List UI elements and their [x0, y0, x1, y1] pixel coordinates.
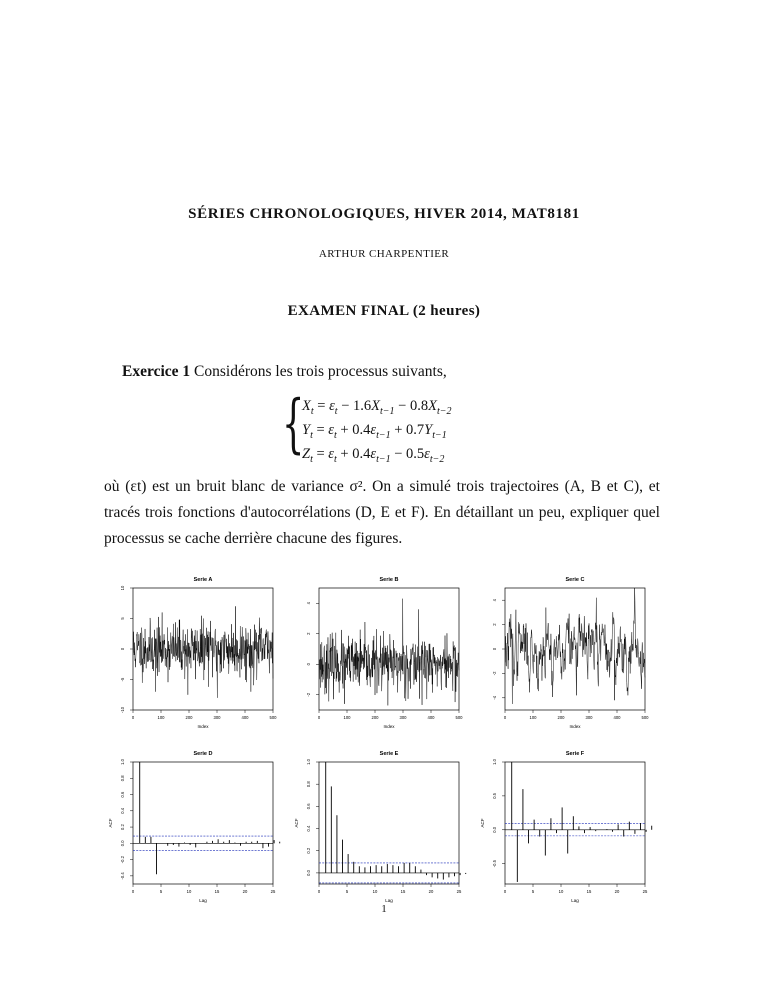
- chart-panel: [480, 751, 652, 903]
- x-tick-label: 300: [585, 715, 593, 720]
- x-tick-label: 25: [270, 889, 276, 894]
- chart-title: Serie B: [379, 577, 399, 583]
- y-axis-label: ACF: [294, 818, 299, 828]
- chart-panel: [294, 751, 466, 903]
- y-tick-label: 0.5: [492, 792, 497, 799]
- x-axis-label: Index: [383, 724, 395, 729]
- x-axis-label: Lag: [199, 898, 207, 903]
- exercise-intro-text: Considérons les trois processus suivants,: [194, 363, 447, 380]
- x-tick-label: 200: [557, 715, 565, 720]
- plot-frame: [505, 762, 645, 884]
- plot-frame: [133, 762, 273, 884]
- y-tick-label: -2: [306, 692, 311, 697]
- author-name: ARTHUR CHARPENTIER: [318, 248, 450, 260]
- chart-title: Serie F: [565, 751, 585, 757]
- equation-z: $Z_t = \varepsilon_t + 0.4\varepsilon_{t-1} - 0.5\varepsilon_{t-2}$: [302, 446, 445, 465]
- chart-panel: [108, 751, 280, 903]
- y-tick-label: 0.8: [120, 775, 125, 782]
- x-tick-label: 5: [159, 889, 163, 894]
- x-tick-label: 0: [503, 889, 507, 894]
- y-tick-label: -0.4: [120, 872, 125, 880]
- series-line: [505, 588, 645, 704]
- series-line: [319, 599, 459, 706]
- chart-panel: [306, 577, 463, 729]
- x-tick-label: 10: [186, 889, 192, 894]
- chart-panel: [492, 577, 649, 729]
- chart-title: Serie E: [379, 751, 399, 757]
- paragraph-line: processus se cache derrière chacune des figures.: [104, 530, 403, 547]
- y-tick-label: 1.0: [120, 759, 125, 765]
- x-tick-label: 20: [614, 889, 620, 894]
- y-tick-label: -2: [492, 671, 497, 676]
- x-tick-label: 400: [613, 715, 621, 720]
- y-tick-label: 0.8: [306, 781, 311, 788]
- exam-title: EXAMEN FINAL (2 heures): [287, 303, 481, 319]
- x-tick-label: 400: [241, 715, 249, 720]
- x-tick-label: 5: [345, 889, 349, 894]
- document-title: SÉRIES CHRONOLOGIQUES, HIVER 2014, MAT8181: [188, 206, 580, 222]
- exercise-paragraph: [104, 474, 660, 552]
- plot-frame: [319, 762, 459, 884]
- chart-title: Serie C: [565, 577, 585, 583]
- y-axis-label: ACF: [480, 818, 485, 828]
- x-tick-label: 100: [343, 715, 351, 720]
- x-tick-label: 400: [427, 715, 435, 720]
- x-axis-label: Lag: [385, 898, 393, 903]
- y-tick-label: 0.6: [120, 791, 125, 798]
- equation-x: $X_t = \varepsilon_t - 1.6X_{t-1} - 0.8X_{t-2}$: [302, 398, 452, 417]
- x-tick-label: 0: [503, 715, 507, 720]
- chart-panel: [120, 577, 277, 729]
- y-tick-label: 0: [306, 663, 311, 666]
- x-tick-label: 15: [400, 889, 406, 894]
- y-tick-label: 0.0: [492, 826, 497, 833]
- y-tick-label: -5: [120, 677, 125, 682]
- x-axis-label: Index: [569, 724, 581, 729]
- exercise-label: Exercice 1: [122, 363, 191, 380]
- x-tick-label: 100: [529, 715, 537, 720]
- chart-title: Serie A: [193, 577, 213, 583]
- y-axis-label: ACF: [108, 818, 113, 828]
- x-tick-label: 15: [586, 889, 592, 894]
- x-tick-label: 25: [642, 889, 648, 894]
- y-tick-label: 1.0: [492, 759, 497, 765]
- y-tick-label: 0.2: [120, 824, 125, 830]
- series-line: [133, 606, 273, 698]
- y-tick-label: 0.0: [120, 840, 125, 847]
- x-axis-label: Index: [197, 724, 209, 729]
- x-tick-label: 25: [456, 889, 462, 894]
- x-tick-label: 300: [399, 715, 407, 720]
- x-tick-label: 20: [242, 889, 248, 894]
- y-tick-label: 0.0: [306, 869, 311, 876]
- equation-y: $Y_t = \varepsilon_t + 0.4\varepsilon_{t-1} + 0.7Y_{t-1}$: [302, 422, 447, 441]
- chart-title: Serie D: [193, 751, 213, 757]
- y-tick-label: 4: [306, 602, 311, 605]
- y-tick-label: 0: [120, 647, 125, 651]
- x-tick-label: 0: [317, 889, 321, 894]
- y-tick-label: 2: [306, 632, 311, 635]
- y-tick-label: 1.0: [306, 759, 311, 765]
- x-tick-label: 20: [428, 889, 434, 894]
- y-tick-label: 0.4: [306, 825, 311, 832]
- y-tick-label: 0.4: [120, 807, 125, 814]
- x-tick-label: 15: [214, 889, 220, 894]
- x-tick-label: 0: [131, 889, 135, 894]
- paragraph-line: où (εt) est un bruit blanc de variance σ². On a simulé trois trajectoires (A, B et C), et: [104, 478, 660, 495]
- figure-grid: [100, 566, 660, 906]
- page-number: 1: [381, 903, 387, 915]
- x-tick-label: 0: [317, 715, 321, 720]
- x-tick-label: 0: [131, 715, 135, 720]
- y-tick-label: -0.2: [120, 855, 125, 864]
- x-tick-label: 500: [455, 715, 463, 720]
- x-tick-label: 500: [269, 715, 277, 720]
- x-tick-label: 5: [531, 889, 535, 894]
- y-tick-label: -10: [120, 706, 125, 714]
- y-tick-label: 0: [492, 647, 497, 651]
- y-tick-label: -4: [492, 695, 497, 700]
- y-tick-label: -0.5: [492, 860, 497, 868]
- y-tick-label: 10: [120, 585, 125, 591]
- x-tick-label: 200: [185, 715, 193, 720]
- exercise-intro: [122, 363, 447, 381]
- x-tick-label: 500: [641, 715, 649, 720]
- plot-frame: [319, 588, 459, 710]
- x-axis-label: Lag: [571, 898, 579, 903]
- x-tick-label: 10: [558, 889, 564, 894]
- y-tick-label: 2: [492, 623, 497, 626]
- brace-symbol: {: [282, 387, 305, 461]
- x-tick-label: 200: [371, 715, 379, 720]
- paragraph-line: tracés trois fonctions d'autocorrélations (D, E et F). En détaillant un peu, expliquer quel: [104, 504, 660, 521]
- x-tick-label: 300: [213, 715, 221, 720]
- x-tick-label: 10: [372, 889, 378, 894]
- y-tick-label: 4: [492, 599, 497, 602]
- y-tick-label: 0.6: [306, 803, 311, 810]
- y-tick-label: 0.2: [306, 847, 311, 854]
- x-tick-label: 100: [157, 715, 165, 720]
- y-tick-label: 5: [120, 617, 125, 620]
